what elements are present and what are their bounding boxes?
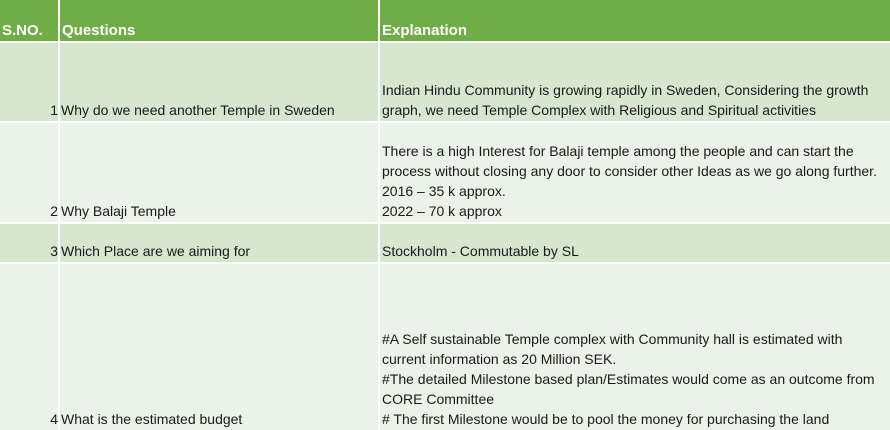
row-question: What is the estimated budget: [59, 263, 379, 430]
explanation-line: Stockholm - Commutable by SL: [382, 243, 579, 259]
header-explanation: Explanation: [379, 0, 890, 42]
row-question: Which Place are we aiming for: [59, 223, 379, 263]
explanation-line: # The first Milestone would be to pool the money for purchasing the land: [382, 411, 830, 427]
row-number: 2: [0, 122, 59, 223]
explanation-line: 2022 – 70 k approx: [382, 203, 502, 219]
row-question: Why do we need another Temple in Sweden: [59, 42, 379, 122]
table-row: [0, 122, 890, 223]
table-row: [0, 223, 890, 263]
row-explanation: [379, 42, 890, 122]
table-header-row: [0, 0, 890, 42]
explanation-line: #The detailed Milestone based plan/Estimates would come as an outcome from CORE Committee: [382, 371, 875, 407]
table-row: [0, 42, 890, 122]
explanation-line: 2016 – 35 k approx.: [382, 183, 506, 199]
row-explanation: [379, 263, 890, 430]
explanation-line: #A Self sustainable Temple complex with Community hall is estimated with current information as 20 Million SEK.: [382, 331, 843, 367]
row-explanation: [379, 223, 890, 263]
header-questions: Questions: [59, 0, 379, 42]
row-number: 1: [0, 42, 59, 122]
row-explanation: [379, 122, 890, 223]
row-number: 3: [0, 223, 59, 263]
table-row: [0, 263, 890, 430]
explanation-line: There is a high Interest for Balaji temple among the people and can start the process without closing any door to consider other Ideas as we go along further.: [382, 143, 877, 179]
explanation-line: Indian Hindu Community is growing rapidly in Sweden, Considering the growth graph, we need Temple Complex with Religious and Spiritual activities: [382, 82, 869, 118]
row-question: Why Balaji Temple: [59, 122, 379, 223]
header-sno: S.NO.: [0, 0, 59, 42]
row-number: 4: [0, 263, 59, 430]
